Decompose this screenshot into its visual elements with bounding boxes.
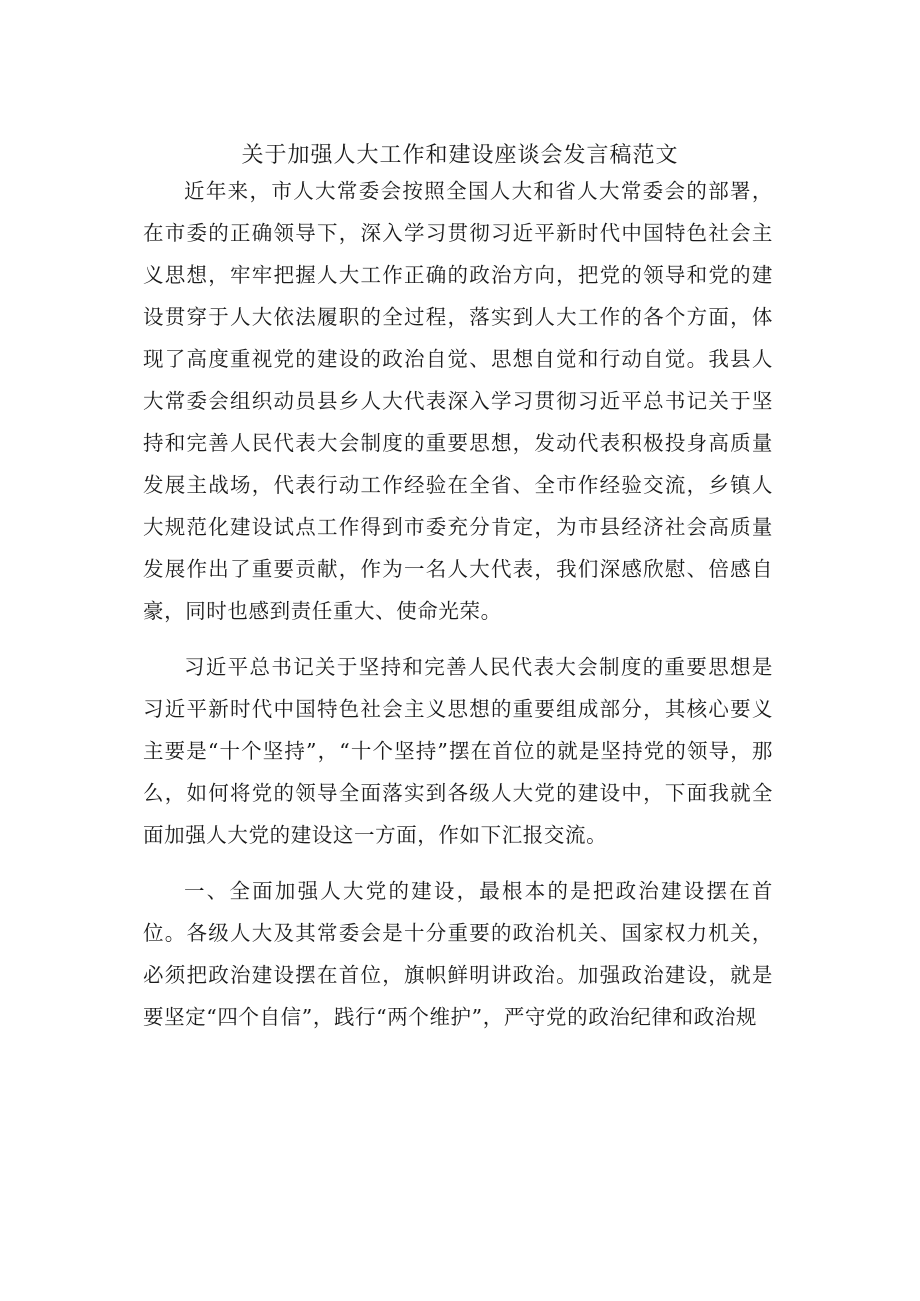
document-body [143, 170, 773, 1038]
document-title: 关于加强人大工作和建设座谈会发言稿范文 [241, 143, 679, 168]
paragraph-1: 近年来，市人大常委会按照全国人大和省人大常委会的部署，在市委的正确领导下，深入学习贯彻习近平新时代中国特色社会主义思想，牢牢把握人大工作正确的政治方向，把党的领导和党的建设贯穿于人大依法履职的全过程，落实到人大工作的各个方面，体现了高度重视党的建设的政治自觉、思想自觉和行动自觉。我县人大常委会组织动员县乡人大代表深入学习贯彻习近平总书记关于坚持和完善人民代表大会制度的重要思想，发动代表积极投身高质量发展主战场，代表行动工作经验在全省、全市作经验交流，乡镇人大规范化建设试点工作得到市委充分肯定，为市县经济社会高质量发展作出了重要贡献，作为一名人大代表，我们深感欣慰、倍感自豪，同时也感到责任重大、使命光荣。 [143, 179, 773, 623]
paragraph-3: 一、全面加强人大党的建设，最根本的是把政治建设摆在首位。各级人大及其常委会是十分重要的政治机关、国家权力机关，必须把政治建设摆在首位，旗帜鲜明讲政治。加强政治建设，就是要坚定“四个自信”，践行“两个维护”，严守党的政治纪律和政治规 [143, 879, 773, 1029]
paragraph-2: 习近平总书记关于坚持和完善人民代表大会制度的重要思想是习近平新时代中国特色社会主义思想的重要组成部分，其核心要义主要是“十个坚持”，“十个坚持”摆在首位的就是坚持党的领导，那么，如何将党的领导全面落实到各级人大党的建设中，下面我就全面加强人大党的建设这一方面，作如下汇报交流。 [143, 655, 773, 847]
